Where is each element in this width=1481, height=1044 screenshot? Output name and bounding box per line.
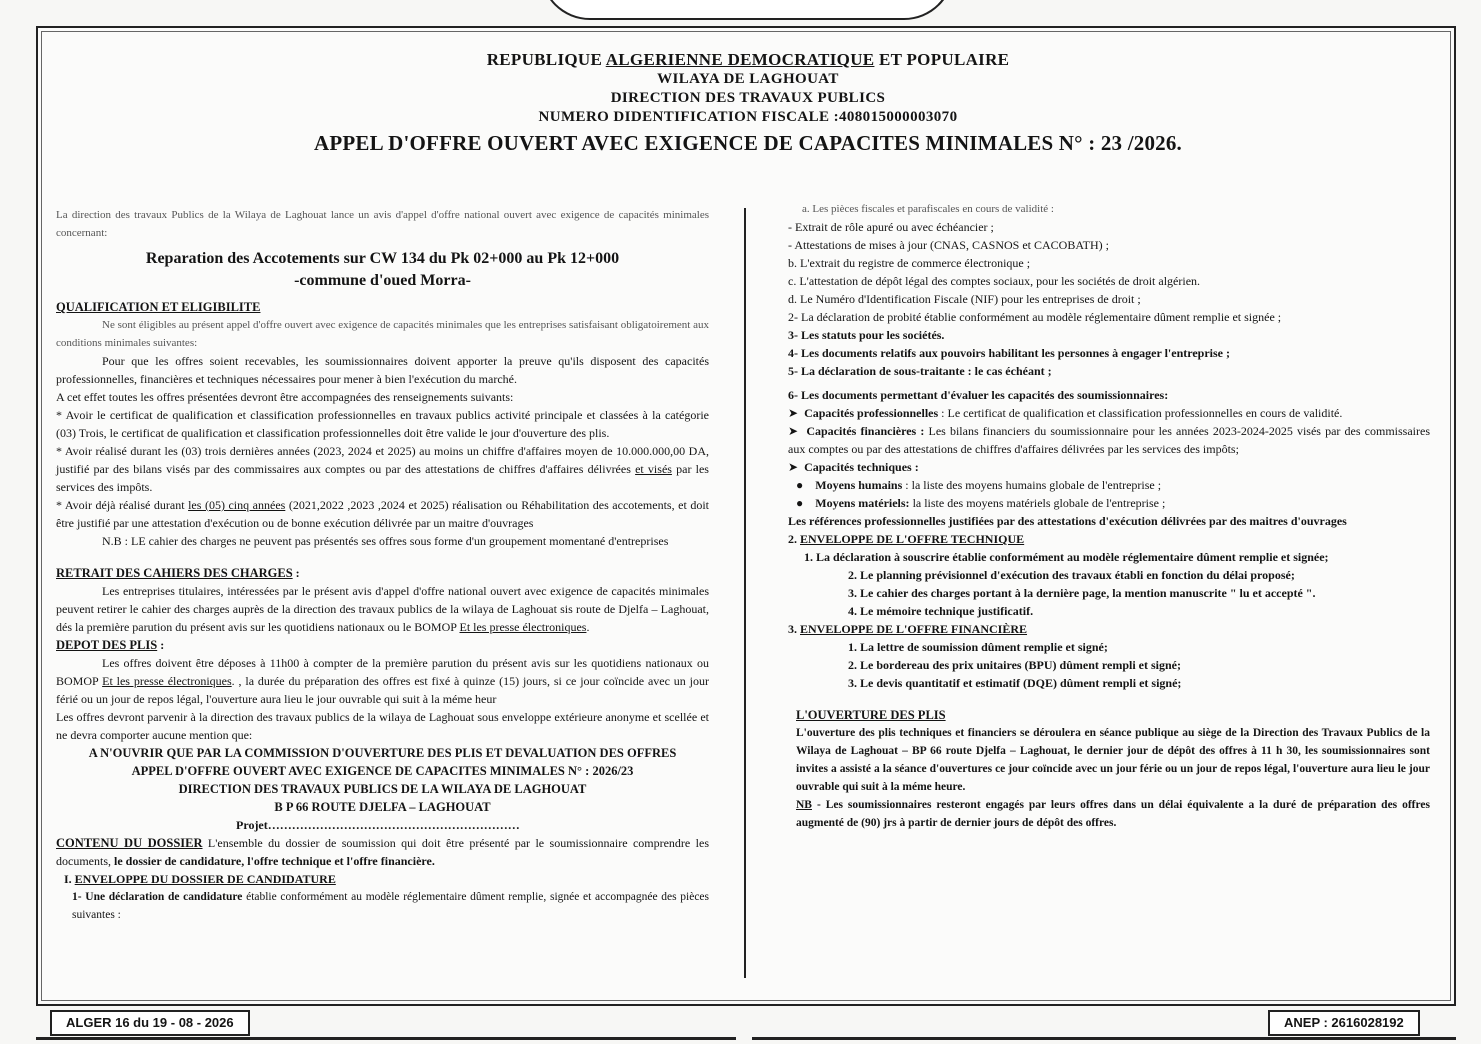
offre-financiere-3: 3. Le devis quantitatif et estimatif (DQE) dûment rempli et signé;	[848, 676, 1182, 690]
fiscal-id-line: NUMERO DIDENTIFICATION FISCALE :408015000003070	[538, 109, 958, 125]
republic-line: REPUBLIQUE ALGERIENNE DEMOCRATIQUE ET POPULAIRE	[486, 50, 1010, 69]
offre-financiere-1: 1. La lettre de soumission dûment remplie et signé;	[848, 640, 1108, 654]
retrait-heading: RETRAIT DES CAHIERS DES CHARGES :	[56, 566, 300, 580]
offre-technique-4: 4. Le mémoire technique justificatif.	[848, 604, 1034, 618]
ouverture-text: L'ouverture des plis techniques et financiers se déroulera en séance publique au siège de la Direction des Travaux Publics de la Wilaya de Laghouat – BP 66 route Djelfa – Laghouat, le dernier jour de dépôt des offres à 11 h 30, les soumissionnaires sont invites a assisté a la séance d'ouvertures ce jour coïncide avec un jour férie ou un jour de repos légal, l'ouverture aura lieu le jour ouvrable qui suit à la méme heure.	[796, 727, 1430, 793]
qualification-p2: Pour que les offres soient recevables, les soumissionnaires doivent apporter la preuve qu'ils disposent des capacités professionnelles, financières et techniques nécessaires pour mener à bien l'exécution du marché.	[56, 354, 709, 386]
qualification-p1: Ne sont éligibles au présent appel d'offre ouvert avec exigence de capacités minimales que les entreprises satisfaisant obligatoirement aux conditions minimales suivantes:	[56, 319, 709, 349]
registre-commerce: b. L'extrait du registre de commerce électronique ;	[788, 256, 1031, 270]
capacites-professionnelles: ➤ Capacités professionnelles : Le certificat de qualification et classification professionnelles en cours de validité.	[788, 406, 1343, 420]
bottom-rule-left	[36, 1037, 736, 1040]
attestations-mise-a-jour: - Attestations de mises à jour (CNAS, CASNOS et CACOBATH) ;	[788, 238, 1109, 252]
arrow-icon: ➤	[788, 424, 807, 438]
references-professionnelles: Les références professionnelles justifiées par des attestations d'exécution délivrées par des maitres d'ouvrages	[788, 514, 1347, 528]
retrait-text: Les entreprises titulaires, intéressées par le présent avis d'appel d'offre national ouvert avec exigence de capacités minimales peuvent retirer le cahier des charges auprès de la direction des travaux publics de la wilaya de Laghouat sis route de Djelfa – Laghouat, dés la première parution du présent avis sur les quotidiens nationaux ou le BOMOP Et les presse électroniques.	[56, 584, 709, 634]
right-column	[788, 200, 1430, 832]
notice-frame	[36, 26, 1456, 1006]
statuts-item: 3- Les statuts pour les sociétés.	[788, 328, 945, 342]
pieces-fiscales: a. Les pièces fiscales et parafiscales en cours de validité :	[802, 203, 1054, 215]
wilaya-line: WILAYA DE LAGHOUAT	[657, 71, 839, 87]
pouvoirs-item: 4- Les documents relatifs aux pouvoirs habilitant les personnes à engager l'entreprise ;	[788, 346, 1230, 360]
depot-text-1: Les offres doivent être déposes à 11h00 à compter de la première parution du présent avis sur les quotidiens nationaux ou BOMOP Et les presse électroniques. , la durée du préparation des offres est fixé à quinze (15) jours, si ce jour coïncide avec un jour férié ou un jour de repos légal, l'ouverture aura lieu le jour ouvrable qui suit à la méme heur	[56, 656, 709, 706]
qualification-p4: * Avoir le certificat de qualification et classification professionnelles en travaux publics activité principale et classées à la catégorie (03) Trois, le certificat de qualification et classification professionnelles doit être valide le jour d'ouverture des plis.	[56, 408, 709, 440]
envelope-mention-1: A N'OUVRIR QUE PAR LA COMMISSION D'OUVERTURE DES PLIS ET DEVALUATION DES OFFRES	[88, 746, 677, 760]
bottom-rule-right	[752, 1037, 1456, 1040]
project-title: Reparation des Accotements sur CW 134 du Pk 02+000 au Pk 12+000	[145, 250, 620, 267]
enveloppe-financiere-heading: 3. ENVELOPPE DE L'OFFRE FINANCIÈRE	[788, 622, 1028, 636]
qualification-p6: * Avoir déjà réalisé durant les (05) cinq années (2021,2022 ,2023 ,2024 et 2025) réalisation ou Réhabilitation des accotements, et doit être justifié par une attestation d'exécution ou de bonne exécution délivrée par un maitre d'ouvrages	[56, 498, 709, 530]
qualification-p3: A cet effet toutes les offres présentées devront être accompagnées des renseignements suivants:	[56, 390, 514, 404]
left-column	[56, 206, 709, 924]
qualification-nb: N.B : LE cahier des charges ne peuvent pas présentés ses offres sous forme d'un groupement momentané d'entreprises	[102, 534, 669, 548]
publication-date-box: ALGER 16 du 19 - 08 - 2026	[50, 1010, 250, 1036]
offre-financiere-2: 2. Le bordereau des prix unitaires (BPU) dûment rempli et signé;	[848, 658, 1181, 672]
envelope-mention-2: APPEL D'OFFRE OUVERT AVEC EXIGENCE DE CAPACITES MINIMALES N° : 2026/23	[131, 764, 634, 778]
declaration-probite: 2- La déclaration de probité établie conformément au modèle réglementaire dûment remplie et signée ;	[788, 310, 1282, 324]
ouverture-heading: L'OUVERTURE DES PLIS	[796, 708, 946, 722]
masthead-decoration	[540, 0, 954, 20]
arrow-icon: ➤	[788, 406, 805, 420]
notice-title: APPEL D'OFFRE OUVERT AVEC EXIGENCE DE CAPACITES MINIMALES N° : 23 /2026.	[314, 131, 1182, 155]
direction-line: DIRECTION DES TRAVAUX PUBLICS	[610, 90, 886, 106]
nif-item: d. Le Numéro d'Identification Fiscale (NIF) pour les entreprises de droit ;	[788, 292, 1141, 306]
intro-text: La direction des travaux Publics de la Wilaya de Laghouat lance un avis d'appel d'offre national ouvert avec exigence de capacités minimales concernant:	[56, 209, 709, 239]
arrow-icon: ➤	[788, 460, 805, 474]
enveloppe-technique-heading: 2. ENVELOPPE DE L'OFFRE TECHNIQUE	[788, 532, 1025, 546]
envelope-mention-3: DIRECTION DES TRAVAUX PUBLICS DE LA WILAYA DE LAGHOUAT	[178, 782, 587, 796]
bullet-icon: ●	[796, 478, 816, 492]
depot-text-2: Les offres devront parvenir à la direction des travaux publics de la wilaya de Laghouat sous enveloppe extérieure anonyme et scellée et ne devra comporter aucune mention que:	[56, 710, 709, 742]
depot-legal-comptes: c. L'attestation de dépôt légal des comptes sociaux, pour les sociétés de droit algérien.	[788, 274, 1201, 288]
anep-reference-box: ANEP : 2616028192	[1268, 1010, 1420, 1036]
sous-traitance-item: 5- La déclaration de sous-traitante : le cas échéant ;	[788, 364, 1052, 378]
capacites-financieres: ➤ Capacités financières : Les bilans financiers du soumissionnaire pour les années 2023-2024-2025 visés par des commissaires aux comptes ou par des attestations de chiffres d'affaires délivrées par les services des impôts;	[788, 424, 1430, 456]
notice-header	[38, 50, 1458, 157]
capacites-documents: 6- Les documents permettant d'évaluer les capacités des soumissionnaires:	[788, 388, 1169, 402]
enveloppe-candidature-heading: I. ENVELOPPE DU DOSSIER DE CANDIDATURE	[64, 872, 336, 886]
declaration-candidature: 1- Une déclaration de candidature établie conformément au modèle réglementaire dûment remplie, signée et accompagnée des pièces suivantes :	[72, 891, 709, 921]
bullet-icon: ●	[796, 496, 816, 510]
extrait-role: - Extrait de rôle apuré ou avec échéancier ;	[788, 220, 994, 234]
qualification-p5: * Avoir réalisé durant les (03) trois dernières années (2023, 2024 et 2025) au moins un chiffre d'affaires moyen de 10.000.000,00 DA, justifié par des bilans visés par des commissaires aux comptes ou par des attestations de chiffres d'affaires délivrées et visés par les services des impôts.	[56, 444, 709, 494]
contenu-text: CONTENU DU DOSSIER L'ensemble du dossier de soumission qui doit être présenté par le soumissionnaire comprendre les documents, le dossier de candidature, l'offre technique et l'offre financière.	[56, 836, 709, 868]
column-divider	[744, 208, 746, 978]
depot-heading: DEPOT DES PLIS :	[56, 638, 165, 652]
project-commune: -commune d'oued Morra-	[294, 272, 471, 289]
envelope-mention-4: B P 66 ROUTE DJELFA – LAGHOUAT	[274, 800, 491, 814]
qualification-heading: QUALIFICATION ET ELIGIBILITE	[56, 300, 261, 314]
nb-text: NB - Les soumissionnaires resteront engagés par leurs offres dans un délai équivalente a la duré de préparation des offres augmenté de (90) jrs à partir de dernier jours de dépôt des offres.	[796, 799, 1430, 829]
moyens-humains: ● Moyens humains : la liste des moyens humains globale de l'entreprise ;	[796, 478, 1162, 492]
envelope-projet: Projet………………………………………………………	[236, 818, 520, 832]
offre-technique-3: 3. Le cahier des charges portant à la dernière page, la mention manuscrite " lu et accepté ".	[848, 586, 1316, 600]
capacites-techniques: ➤ Capacités techniques :	[788, 460, 919, 474]
offre-technique-2: 2. Le planning prévisionnel d'exécution des travaux établi en fonction du délai proposé;	[848, 568, 1295, 582]
moyens-materiels: ● Moyens matériels: la liste des moyens matériels globale de l'entreprise ;	[796, 496, 1166, 510]
offre-technique-1: 1. La déclaration à souscrire établie conformément au modèle réglementaire dûment remplie et signée;	[804, 550, 1329, 564]
